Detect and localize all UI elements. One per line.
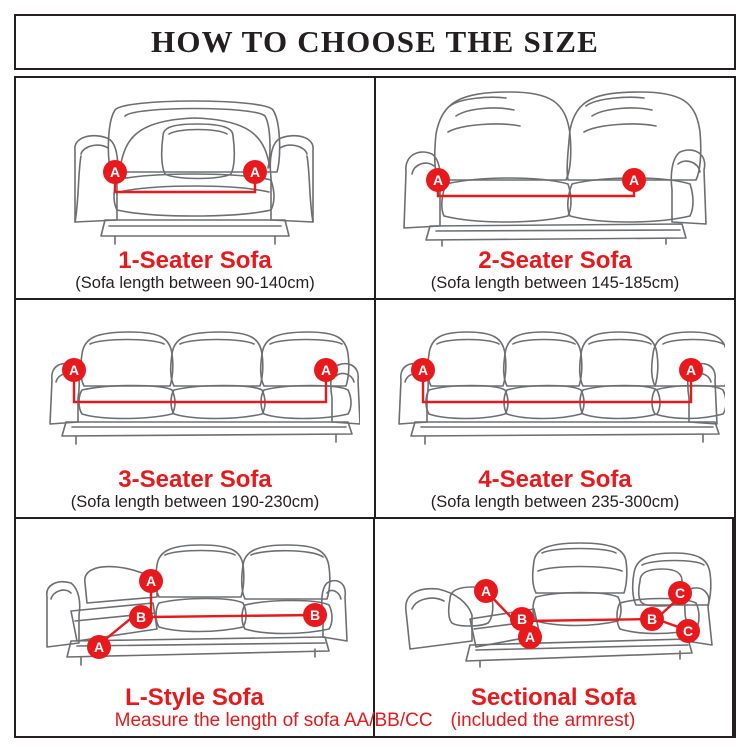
svg-text:A: A	[145, 572, 156, 589]
svg-text:B: B	[516, 610, 527, 627]
svg-text:A: A	[320, 361, 332, 378]
cell-three-seater[interactable]	[16, 300, 376, 517]
one-seater-sublabel: (Sofa length between 90-140cm)	[75, 274, 315, 293]
sectional-label: Sectional Sofa	[470, 683, 637, 711]
marker-a-bottom	[518, 625, 542, 649]
cell-one-seater[interactable]	[16, 78, 376, 298]
marker-a-left	[411, 358, 435, 382]
marker-b-right	[303, 603, 327, 627]
three-seater-illustration	[16, 302, 374, 467]
marker-a-bottom	[87, 635, 111, 659]
page-title: HOW TO CHOOSE THE SIZE	[151, 24, 599, 59]
one-seater-label: 1-Seater Sofa	[118, 247, 272, 274]
marker-a-left	[62, 358, 86, 382]
marker-c-top	[668, 581, 692, 605]
marker-b-right	[640, 607, 664, 631]
armrest-text: (included the armrest)	[450, 710, 636, 731]
three-seater-label: 3-Seater Sofa	[118, 465, 272, 493]
cell-four-seater[interactable]	[376, 300, 734, 517]
marker-a-top	[139, 569, 163, 593]
size-guide-grid	[14, 76, 736, 738]
svg-text:A: A	[524, 628, 535, 645]
svg-text:B: B	[135, 608, 146, 625]
svg-text:A: A	[432, 172, 444, 188]
cell-sectional[interactable]	[375, 519, 734, 736]
grid-row-2	[16, 300, 734, 519]
svg-text:A: A	[109, 164, 121, 180]
l-style-label: L-Style Sofa	[125, 683, 264, 711]
svg-text:C: C	[674, 584, 685, 601]
svg-text:A: A	[480, 582, 491, 599]
page-title-box	[14, 14, 736, 70]
cell-l-style[interactable]	[16, 519, 375, 736]
marker-b-left	[129, 605, 153, 629]
two-seater-label: 2-Seater Sofa	[478, 247, 632, 274]
svg-text:A: A	[417, 361, 429, 378]
svg-text:C: C	[682, 622, 693, 639]
four-seater-illustration	[376, 302, 734, 467]
cell-two-seater[interactable]	[376, 78, 734, 298]
grid-row-3	[16, 519, 734, 736]
svg-text:A: A	[93, 638, 104, 655]
marker-a-right	[622, 168, 646, 192]
svg-text:A: A	[68, 361, 80, 378]
two-seater-illustration	[376, 80, 734, 248]
four-seater-sublabel: (Sofa length between 235-300cm)	[430, 493, 680, 512]
three-seater-sublabel: (Sofa length between 190-230cm)	[70, 493, 320, 512]
sectional-illustration	[375, 521, 732, 685]
marker-a-left	[426, 168, 450, 192]
svg-text:A: A	[249, 164, 261, 180]
one-seater-illustration	[16, 80, 374, 248]
two-seater-sublabel: (Sofa length between 145-185cm)	[430, 274, 680, 293]
four-seater-label: 4-Seater Sofa	[478, 465, 632, 493]
svg-text:B: B	[646, 610, 657, 627]
svg-text:B: B	[309, 606, 320, 623]
footer-note	[16, 710, 734, 732]
grid-row-1	[16, 78, 734, 300]
marker-a-left	[103, 160, 127, 184]
svg-text:A: A	[685, 361, 697, 378]
l-style-illustration	[16, 521, 373, 685]
marker-a-right	[314, 358, 338, 382]
marker-a-right	[243, 160, 267, 184]
marker-a-left	[474, 579, 498, 603]
marker-a-right	[679, 358, 703, 382]
measure-text: Measure the length of sofa AA/BB/CC	[114, 710, 433, 731]
svg-text:A: A	[628, 172, 640, 188]
marker-c-bottom	[676, 619, 700, 643]
